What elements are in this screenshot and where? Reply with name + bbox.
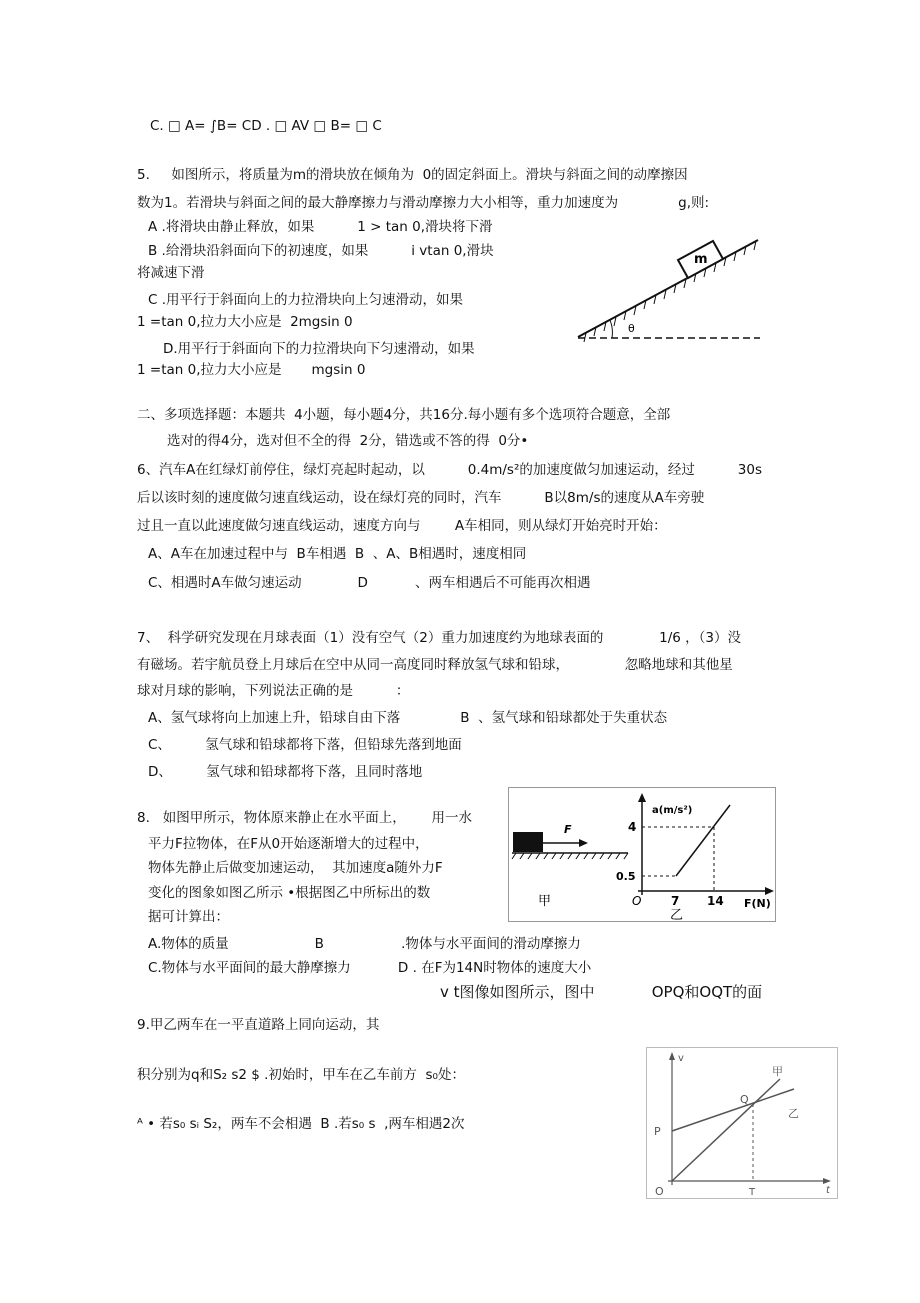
q9-stem-line-2: 积分别为q和S₂ s2 $ .初始时，甲车在乙车前方 s₀处： xyxy=(137,1067,465,1083)
v-axis-label: v xyxy=(678,1053,684,1064)
q5-option-a: A .将滑块由静止释放，如果 1 > tan 0,滑块将下滑 xyxy=(148,219,493,235)
q8-options-cd: C.物体与水平面间的最大静摩擦力 D . 在F为14N时物体的速度大小 xyxy=(148,960,592,976)
q8-stem-line-5: 据可计算出： xyxy=(148,909,229,925)
t-axis-label: t xyxy=(826,1185,830,1196)
series-jia-label: 甲 xyxy=(772,1065,783,1078)
q9-stem-right-fragment: v t图像如图所示，图中 OPQ和OQT的面 xyxy=(440,983,763,1001)
incline-surface xyxy=(578,240,758,337)
force-arrowhead xyxy=(579,839,588,847)
incline-hatching xyxy=(584,241,756,342)
q6-stem-line-2: 后以该时刻的速度做匀速直线运动，设在绿灯亮的同时，汽车 B以8m/s的速度从A车旁驶 xyxy=(137,490,705,506)
q8-stem-line-1: 8. 如图甲所示，物体原来静止在水平面上， 用一水 xyxy=(137,810,473,826)
q5-option-d: D.用平行于斜面向下的力拉滑块向下匀速滑动，如果 xyxy=(163,341,475,357)
q7-options-ab: A、氢气球将向上加速上升，铅球自由下落 B 、氢气球和铅球都处于失重状态 xyxy=(148,710,668,726)
q6-options-ab: A、A车在加速过程中与 B车相遇 B 、A、B相遇时，速度相同 xyxy=(148,546,527,562)
q5-option-b: B .给滑块沿斜面向下的初速度，如果 i vtan 0,滑块 xyxy=(148,243,494,259)
y-axis-label: a(m/s²) xyxy=(652,805,693,816)
block-on-floor xyxy=(513,832,543,852)
y-tick-05: 0.5 xyxy=(616,870,636,883)
figure-yi-label: 乙 xyxy=(670,908,684,922)
q5-option-c: C .用平行于斜面向上的力拉滑块向上匀速滑动，如果 xyxy=(148,292,464,308)
section2-heading-line-1: 二、多项选择题：本题共 4小题，每小题4分，共16分.每小题有多个选项符合题意，全部 xyxy=(137,407,671,423)
t-axis-arrowhead xyxy=(823,1178,831,1184)
q8-stem-line-3: 物体先静止后做变加速运动， 其加速度a随外力F xyxy=(148,860,443,876)
figure-jia-label: 甲 xyxy=(538,894,552,909)
q5-option-b-cont: 将减速下滑 xyxy=(137,265,205,281)
x-axis-arrowhead xyxy=(765,887,774,895)
answer-options-line: C. □ A= ∫B= CD . □ AV □ B= □ C xyxy=(150,118,382,134)
q8-figure xyxy=(508,787,776,922)
line-jia xyxy=(672,1079,780,1181)
q6-stem-line-1: 6、汽车A在红绿灯前停住，绿灯亮起时起动，以 0.4m/s²的加速度做匀加速运动，经过 30s xyxy=(137,462,762,478)
q5-option-c-cont: 1 =tan 0,拉力大小应是 2mgsin 0 xyxy=(137,314,353,330)
x-axis-label: F(N) xyxy=(744,897,771,910)
q7-option-d: D、 氢气球和铅球都将下落，且同时落地 xyxy=(148,764,423,780)
q8-options-ab: A.物体的质量 B .物体与水平面间的滑动摩擦力 xyxy=(148,936,581,952)
angle-arc xyxy=(610,320,612,338)
line-yi xyxy=(672,1089,794,1131)
block-mass-label: m xyxy=(694,252,708,267)
q9-options-ab: ᴬ • 若s₀ sᵢ S₂，两车不会相遇 B .若s₀ s ,两车相遇2次 xyxy=(137,1116,465,1132)
t-tick-label: T xyxy=(749,1187,756,1198)
incline-figure xyxy=(570,232,770,352)
y-axis-arrowhead xyxy=(638,793,646,802)
q5-stem-line-1: 5. 如图所示，将质量为m的滑块放在倾角为 0的固定斜面上。滑块与斜面之间的动摩擦因 xyxy=(137,167,688,183)
x-tick-7: 7 xyxy=(671,894,680,908)
q6-options-cd: C、相遇时A车做匀速运动 D 、两车相遇后不可能再次相遇 xyxy=(148,575,591,591)
floor-hatching xyxy=(512,853,628,859)
point-p-label: P xyxy=(654,1125,661,1138)
angle-theta-label: θ xyxy=(628,322,635,335)
q5-stem-line-2: 数为1。若滑块与斜面之间的最大静摩擦力与滑动摩擦力大小相等，重力加速度为 g,则: xyxy=(137,195,710,211)
origin-label: O xyxy=(632,894,642,908)
q9-vt-figure xyxy=(646,1047,838,1199)
q7-option-c: C、 氢气球和铅球都将下落，但铅球先落到地面 xyxy=(148,737,462,753)
origin-label: O xyxy=(655,1185,664,1198)
q5-option-d-cont: 1 =tan 0,拉力大小应是 mgsin 0 xyxy=(137,362,366,378)
q7-stem-line-2: 有磁场。若宇航员登上月球后在空中从同一高度同时释放氢气球和铅球， 忽略地球和其他星 xyxy=(137,657,733,673)
q6-stem-line-3: 过且一直以此速度做匀速直线运动，速度方向与 A车相同，则从绿灯开始亮时开始： xyxy=(137,518,667,534)
q7-stem-line-1: 7、 科学研究发现在月球表面（1）没有空气（2）重力加速度约为地球表面的 1/6 ，（3）没 xyxy=(137,630,741,646)
figure-frame xyxy=(647,1048,838,1199)
q8-stem-line-2: 平力F拉物体，在F从0开始逐渐增大的过程中， xyxy=(148,836,429,852)
y-tick-4: 4 xyxy=(628,820,637,834)
point-q-label: Q xyxy=(740,1093,749,1106)
q8-stem-line-4: 变化的图象如图乙所示 •根据图乙中所标出的数 xyxy=(148,885,431,901)
section2-heading-line-2: 选对的得4分，选对但不全的得 2分，错选或不答的得 0分• xyxy=(167,433,529,449)
x-tick-14: 14 xyxy=(707,894,724,908)
q9-stem-line-1: 9.甲乙两车在一平直道路上同向运动，其 xyxy=(137,1017,380,1033)
v-axis-arrowhead xyxy=(669,1052,675,1060)
series-yi-label: 乙 xyxy=(788,1107,799,1120)
q7-stem-line-3: 球对月球的影响，下列说法正确的是 ： xyxy=(137,683,410,699)
force-label: F xyxy=(564,823,572,836)
